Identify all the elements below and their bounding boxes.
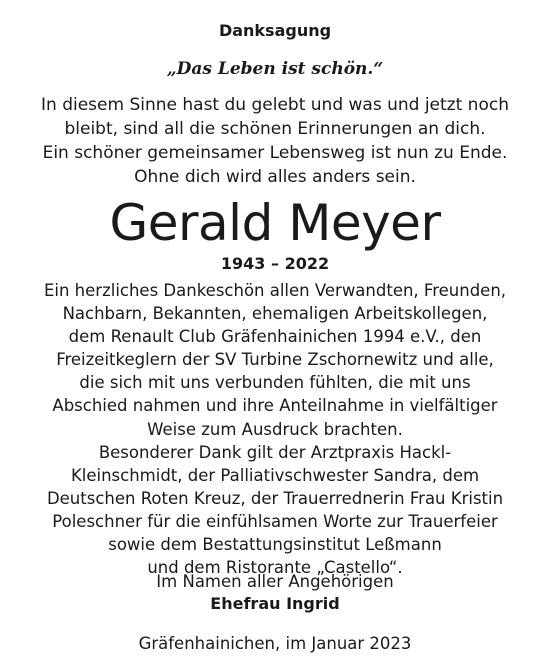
thanks-line: Deutschen Roten Kreuz, der Trauerrednerin Frau Kristin bbox=[46, 488, 504, 508]
deceased-name: Gerald Meyer bbox=[109, 194, 441, 252]
place-and-date: Gräfenhainichen, im Januar 2023 bbox=[138, 634, 412, 653]
thanks-line: Nachbarn, Bekannten, ehemaligen Arbeitskollegen, bbox=[62, 304, 488, 324]
thanks-line: Weise zum Ausdruck brachten. bbox=[147, 419, 403, 439]
motto-quote: „Das Leben ist schön.“ bbox=[166, 59, 384, 79]
thanks-line: sowie dem Bestattungsinstitut Leßmann bbox=[108, 535, 442, 555]
poem-line: Ohne dich wird alles anders sein. bbox=[134, 167, 416, 187]
thanks-line: Besonderer Dank gilt der Arztpraxis Hackl- bbox=[98, 442, 452, 462]
notice-heading: Danksagung bbox=[218, 21, 332, 40]
poem-text bbox=[10, 93, 540, 189]
thanks-line: Freizeitkeglern der SV Turbine Zschornewitz und alle, bbox=[56, 350, 494, 370]
on-behalf-line: Im Namen aller Angehörigen bbox=[156, 572, 394, 591]
thanks-line: die sich mit uns verbunden fühlten, die mit uns bbox=[79, 373, 471, 393]
thanks-text bbox=[6, 279, 544, 579]
thanks-line: Ein herzliches Dankeschön allen Verwandten, Freunden, bbox=[43, 281, 507, 300]
thanks-line: und dem Ristorante „Castello“. bbox=[147, 558, 403, 578]
thanks-line: Kleinschmidt, der Palliativschwester Sandra, dem bbox=[70, 465, 480, 485]
poem-line: bleibt, sind all die schönen Erinnerungen an dich. bbox=[64, 119, 486, 139]
poem-line: Ein schöner gemeinsamer Lebensweg ist nun zu Ende. bbox=[42, 143, 508, 163]
thanks-line: Abschied nahmen und ihre Anteilnahme in vielfältiger bbox=[52, 396, 498, 416]
thanks-line: dem Renault Club Gräfenhainichen 1994 e.V., den bbox=[68, 327, 482, 347]
signer-name: Ehefrau Ingrid bbox=[210, 594, 340, 613]
thanks-line: Poleschner für die einfühlsamen Worte zur Trauerfeier bbox=[52, 511, 498, 531]
life-dates: 1943 – 2022 bbox=[220, 254, 330, 273]
poem-line: In diesem Sinne hast du gelebt und was und jetzt noch bbox=[41, 95, 509, 115]
